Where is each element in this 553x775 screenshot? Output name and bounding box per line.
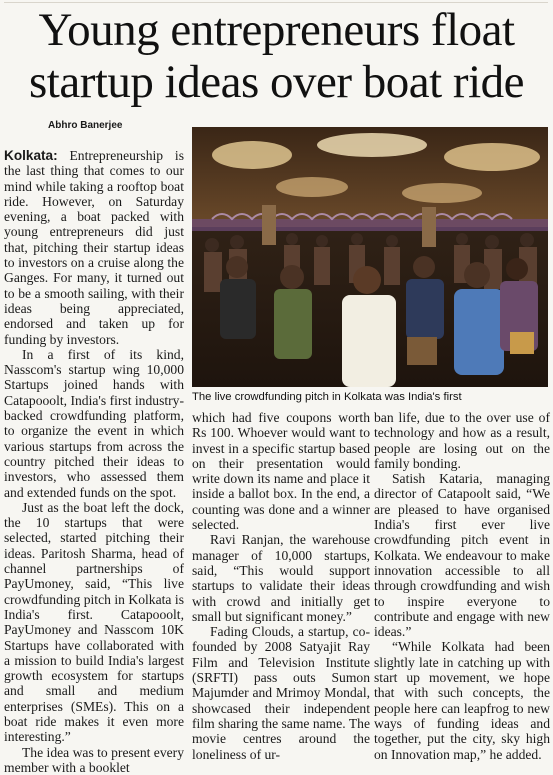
paragraph-9: Satish Kataria, managing director of Catapoolt said, “We are pleased to have organised India's first ever live crowdfunding pitch event in Kolkata. We endeavour to make innovation accessible to all through crowdfunding and wish to inspire everyone to contribute and engage with new ideas.” (374, 471, 550, 640)
event-photo (192, 127, 548, 387)
dateline: Kolkata: (4, 148, 58, 163)
article-column-1 (4, 148, 184, 775)
paragraph-8: ban life, due to the over use of technology and how as a result, people are losing out on the family bonding. (374, 410, 550, 471)
paragraph-6: Ravi Ranjan, the warehouse manager of 10,000 startups, said, “This would support startups to validate their ideas with crowd and initially get small but significant money.” (192, 532, 370, 624)
photo-caption: The live crowdfunding pitch in Kolkata was India's first (192, 391, 462, 403)
headline (0, 4, 553, 108)
paragraph-2: In a first of its kind, Nasscom's startup wing 10,000 Startups joined hands with Catapooolt, India's first industry-backed crowdfunding platform, to organize the event in which various startups from across the country pitched their ideas to investors, who assessed them and extended funds on the spot. (4, 346, 184, 500)
headline-line-2: startup ideas over boat ride (29, 56, 524, 108)
paragraph-5: which had five coupons worth Rs 100. Whoever would want to invest in a specific startup based on their presentation would write down its name and place it inside a ballot box. In the end, a counting was done and a winner selected. (192, 410, 370, 533)
paragraph-3: Just as the boat left the dock, the 10 startups that were selected, started pitching their ideas. Paritosh Sharma, head of channel partnerships of PayUmoney, said, “This live crowdfunding pitch in Kolkata is India's first. Catapooolt, PayUmoney and Nasscom 10K Startups have collaborated with a mission to build India's largest growth ecosystem for startups and small and medium enterprises (SMEs). This on a boat ride makes it even more interesting.” (4, 499, 184, 745)
paragraph-7: Fading Clouds, a startup, co-founded by 2008 Satyajit Ray Film and Television Institute (SRFTI) pass outs Sumon Majumder and Mrimoy Mondal, showcased their independent film sharing the same name. The movie centres around the loneliness of ur- (192, 624, 370, 762)
paragraph-1 (4, 148, 184, 347)
paragraph-4: The idea was to present every member with a booklet (4, 744, 184, 775)
byline: Abhro Banerjee (48, 120, 123, 131)
paragraph-10: “While Kolkata had been slightly late in catching up with start up movement, we hope that with such concepts, the people here can leapfrog to new ways of funding ideas and together, put the city, sky high on Innovation map,” he added. (374, 639, 550, 762)
article-column-3 (374, 410, 550, 762)
headline-line-1: Young entrepreneurs float (38, 4, 515, 56)
article-column-2 (192, 410, 370, 762)
event-photo-illustration (192, 127, 548, 387)
top-rule (4, 2, 548, 3)
paragraph-1-text: Entrepreneurship is the last thing that comes to our mind while taking a rooftop boat ride. However, on Saturday evening, a boat packed with young entrepreneurs did just that, pitching their startup ideas to investors on a cruise along the Ganges. For many, it turned out to be a smooth sailing, with their ideas being appreciated, endorsed and taken up for funding by investors. (4, 148, 184, 347)
